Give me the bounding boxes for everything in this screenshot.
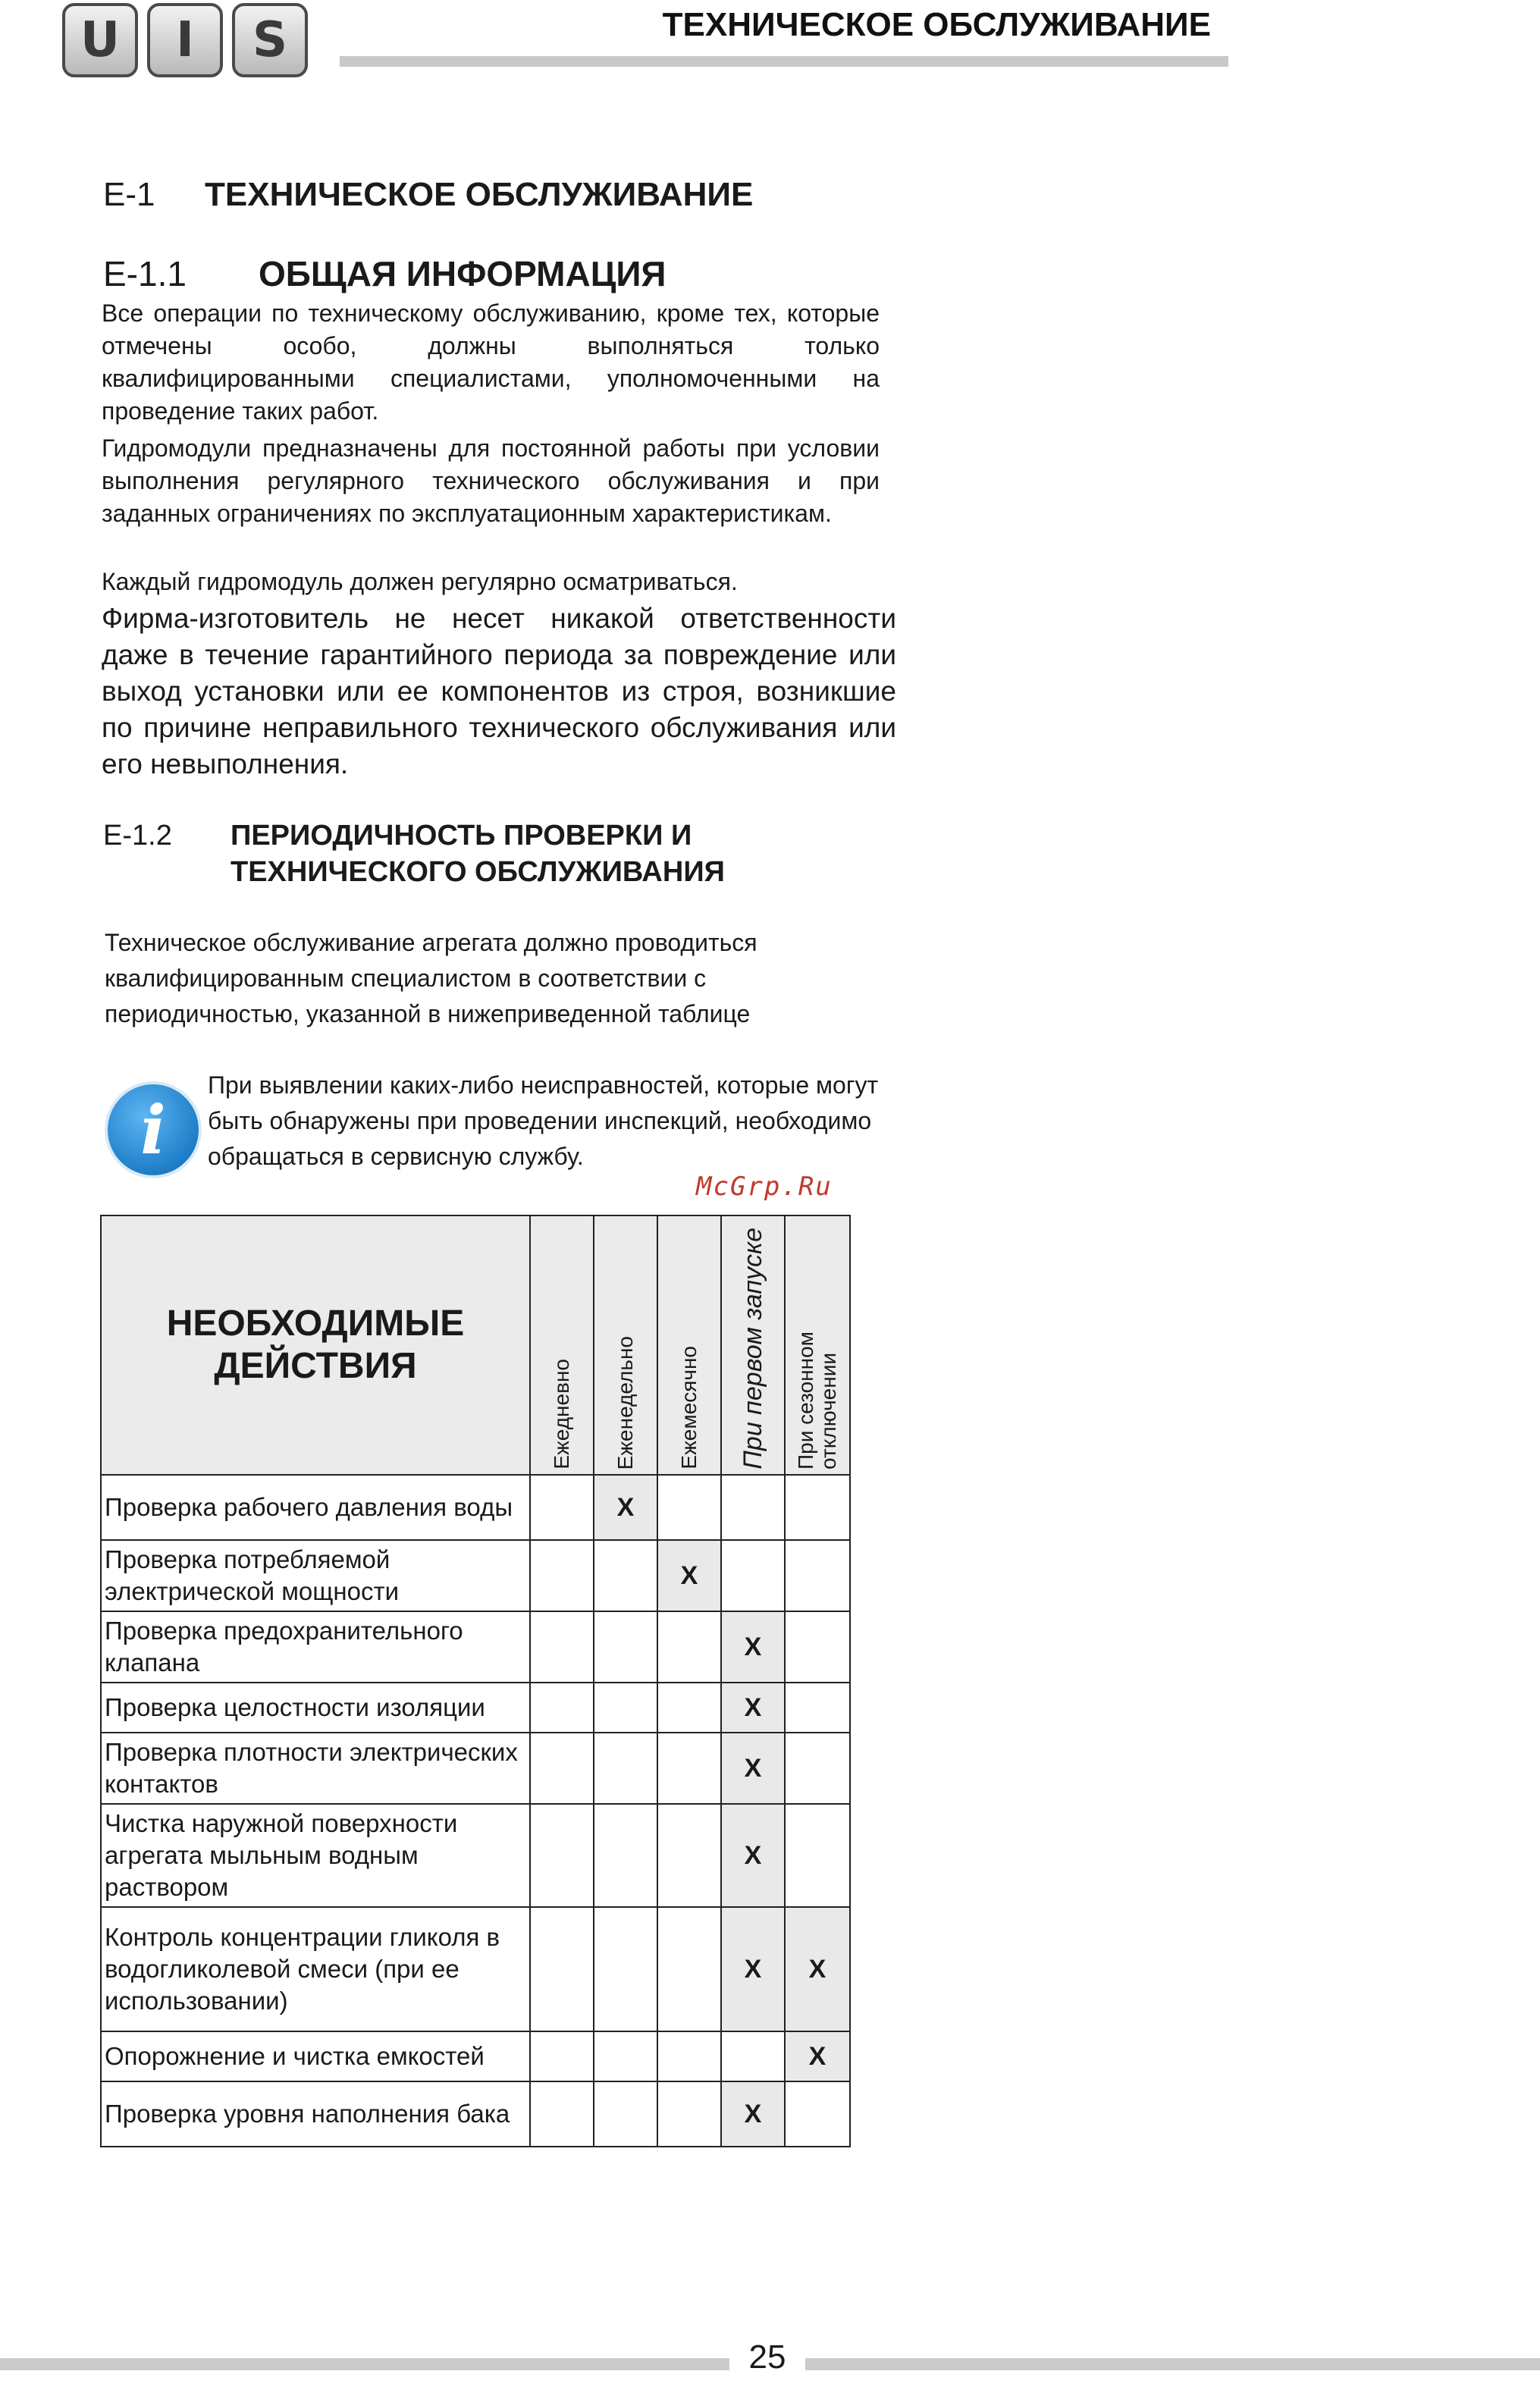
frequency-mark-cell — [594, 1540, 657, 1611]
frequency-mark-cell — [594, 2081, 657, 2147]
table-row — [101, 2031, 850, 2081]
action-cell: Проверка уровня наполнения бака — [101, 2081, 530, 2147]
logo-letter-s: S — [232, 3, 308, 77]
frequency-mark-cell: X — [721, 2081, 785, 2147]
frequency-mark-cell — [657, 1804, 721, 1907]
footer-divider-right — [805, 2358, 1540, 2370]
header-title: ТЕХНИЧЕСКОЕ ОБСЛУЖИВАНИЕ — [662, 6, 1211, 43]
frequency-mark-cell — [594, 1907, 657, 2031]
table-header-row — [101, 1215, 850, 1475]
action-cell: Проверка плотности электрических контактов — [101, 1733, 530, 1804]
frequency-mark-cell: X — [721, 1683, 785, 1733]
frequency-mark-cell — [785, 1475, 850, 1540]
frequency-mark-cell — [530, 1540, 594, 1611]
paragraph: Гидромодули предназначены для постоянной работы при условии выполнения регулярного технического обслуживания и при заданных ограничениях по эксплуатационным характеристикам. — [102, 434, 880, 527]
frequency-mark-cell: X — [594, 1475, 657, 1540]
frequency-mark-cell: X — [721, 1611, 785, 1683]
header-divider — [340, 56, 1228, 67]
action-cell: Проверка предохранительного клапана — [101, 1611, 530, 1683]
frequency-mark-cell — [594, 2031, 657, 2081]
section-title-line2: ТЕХНИЧЕСКОГО ОБСЛУЖИВАНИЯ — [231, 856, 725, 888]
info-icon: i — [108, 1084, 199, 1175]
frequency-mark-cell: X — [721, 1733, 785, 1804]
frequency-mark-cell — [594, 1804, 657, 1907]
action-cell: Проверка потребляемой электрической мощности — [101, 1540, 530, 1611]
action-cell: Опорожнение и чистка емкостей — [101, 2031, 530, 2081]
frequency-mark-cell — [657, 1907, 721, 2031]
column-header-weekly: Еженедельно — [594, 1215, 657, 1475]
frequency-mark-cell: X — [721, 1804, 785, 1907]
paragraph: Техническое обслуживание агрегата должно проводиться квалифицированным специалистом в соответствии с периодичностью, указанной в нижеприведенной таблице — [105, 929, 757, 1027]
frequency-mark-cell — [657, 1475, 721, 1540]
frequency-mark-cell — [530, 1683, 594, 1733]
watermark: McGrp.Ru — [696, 1172, 833, 1202]
action-cell: Проверка целостности изоляции — [101, 1683, 530, 1733]
table-row — [101, 1733, 850, 1804]
info-note: При выявлении каких-либо неисправностей, которые могут быть обнаружены при проведении инспекций, необходимо обращаться в сервисную службу. — [208, 1071, 879, 1170]
action-cell: Контроль концентрации гликоля в водогликолевой смеси (при ее использовании) — [101, 1907, 530, 2031]
frequency-mark-cell: X — [785, 1907, 850, 2031]
uis-logo — [62, 3, 308, 79]
paragraph: Все операции по техническому обслуживанию, кроме тех, которые отмечены особо, должны выполняться только квалифицированными специалистами, уполномоченными на проведение таких работ. — [102, 300, 880, 425]
section-number: E-1 — [103, 176, 155, 213]
logo-letter-u: U — [62, 3, 138, 77]
section-heading-e11 — [103, 253, 666, 294]
table-header-actions — [101, 1215, 530, 1475]
table-row — [101, 1683, 850, 1733]
section-title: ОБЩАЯ ИНФОРМАЦИЯ — [259, 254, 666, 293]
frequency-mark-cell — [657, 2031, 721, 2081]
frequency-mark-cell — [721, 1475, 785, 1540]
table-body — [101, 1475, 850, 2147]
column-header-daily: Ежедневно — [530, 1215, 594, 1475]
frequency-mark-cell: X — [721, 1907, 785, 2031]
frequency-mark-cell: X — [657, 1540, 721, 1611]
frequency-mark-cell — [594, 1733, 657, 1804]
frequency-mark-cell — [530, 1611, 594, 1683]
frequency-mark-cell — [785, 1611, 850, 1683]
column-header-first-start: При первом запуске — [721, 1215, 785, 1475]
frequency-mark-cell — [530, 1804, 594, 1907]
frequency-mark-cell — [594, 1683, 657, 1733]
column-header-seasonal-shutdown: При сезонном отключении — [785, 1215, 850, 1475]
table-row — [101, 1540, 850, 1611]
table-row — [101, 1611, 850, 1683]
column-header-monthly: Ежемесячно — [657, 1215, 721, 1475]
table-row — [101, 1804, 850, 1907]
section-number: E-1.2 — [103, 820, 172, 852]
section-number: E-1.1 — [103, 254, 187, 293]
frequency-mark-cell — [721, 2031, 785, 2081]
table-row — [101, 2081, 850, 2147]
paragraph-warning: Фирма-изготовитель не несет никакой ответственности даже в течение гарантийного периода за повреждение или выход установки или ее компонентов из строя, возникшие по причине неправильного технического обслуживания или его невыполнения. — [102, 603, 896, 779]
action-cell: Проверка рабочего давления воды — [101, 1475, 530, 1540]
section-heading-e12 — [103, 817, 725, 890]
action-cell: Чистка наружной поверхности агрегата мыльным водным раствором — [101, 1804, 530, 1907]
frequency-mark-cell — [785, 1804, 850, 1907]
frequency-mark-cell — [785, 1683, 850, 1733]
frequency-mark-cell — [657, 1683, 721, 1733]
frequency-mark-cell: X — [785, 2031, 850, 2081]
section-title-line1: ПЕРИОДИЧНОСТЬ ПРОВЕРКИ И — [231, 820, 692, 852]
frequency-mark-cell — [657, 1733, 721, 1804]
frequency-mark-cell — [657, 2081, 721, 2147]
frequency-mark-cell — [785, 2081, 850, 2147]
frequency-mark-cell — [785, 1733, 850, 1804]
footer-divider-left — [0, 2358, 729, 2370]
frequency-mark-cell — [594, 1611, 657, 1683]
frequency-mark-cell — [530, 2031, 594, 2081]
frequency-mark-cell — [785, 1540, 850, 1611]
frequency-mark-cell — [657, 1611, 721, 1683]
header-line: ДЕЙСТВИЯ — [214, 1346, 417, 1386]
paragraph: Каждый гидромодуль должен регулярно осматриваться. — [102, 568, 738, 595]
frequency-mark-cell — [530, 1475, 594, 1540]
table-row — [101, 1907, 850, 2031]
section-title: ТЕХНИЧЕСКОЕ ОБСЛУЖИВАНИЕ — [205, 176, 754, 213]
logo-letter-i: I — [147, 3, 223, 77]
frequency-mark-cell — [530, 1733, 594, 1804]
frequency-mark-cell — [530, 2081, 594, 2147]
frequency-mark-cell — [530, 1907, 594, 2031]
section-heading-e1 — [103, 176, 753, 214]
maintenance-table — [100, 1215, 851, 2147]
frequency-mark-cell — [721, 1540, 785, 1611]
header-line: НЕОБХОДИМЫЕ — [166, 1303, 465, 1344]
page-number: 25 — [748, 2338, 786, 2376]
table-row — [101, 1475, 850, 1540]
